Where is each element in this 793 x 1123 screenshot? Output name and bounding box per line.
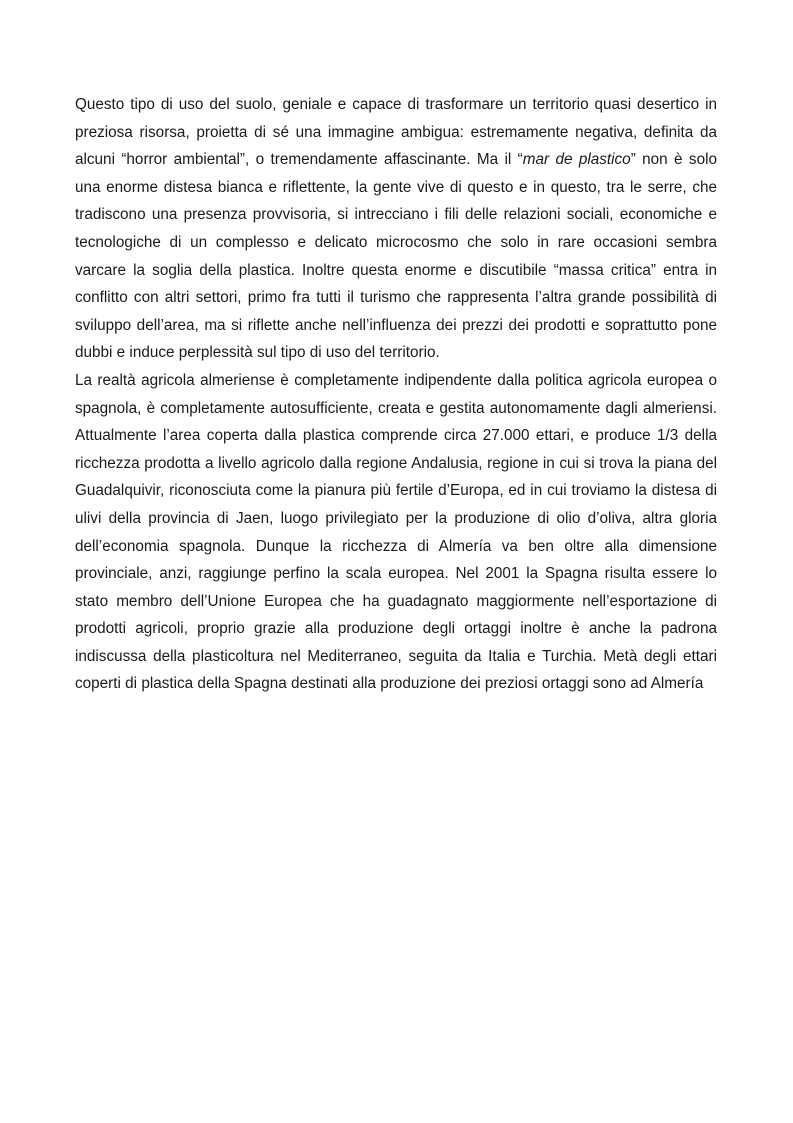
paragraph-text: ” non è solo una enorme distesa bianca e riflettente, la gente vive di questo e in questo, tra le serre, che tradiscono una presenza provvisoria, si intrecciano i fili delle relazioni sociali, economiche e tecnologiche di un complesso e delicato microcosmo che solo in rare occasioni sembra varcare la soglia della plastica. Inoltre questa enorme e discutibile “massa critica” entra in conflitto con altri settori, primo fra tutti il turismo che rappresenta l’altra grande possibilità di sviluppo dell’area, ma si riflette anche nell’influenza dei prezzi dei prodotti e soprattutto pone dubbi e induce perplessità sul tipo di uso del territorio. [75, 151, 717, 362]
paragraph: La realtà agricola almeriense è completamente indipendente dalla politica agricola europea o spagnola, è completamente autosufficiente, creata e gestita autonomamente dagli almeriensi. Attualmente l’area coperta dalla plastica comprende circa 27.000 ettari, e produce 1/3 della ricchezza prodotta a livello agricolo dalla regione Andalusia, regione in cui si trova la piana del Guadalquivir, riconosciuta come la pianura più fertile d’Europa, ed in cui troviamo la distesa di ulivi della provincia di Jaen, luogo privilegiato per la produzione di olio d’oliva, altra gloria dell’economia spagnola. Dunque la ricchezza di Almería va ben oltre alla dimensione provinciale, anzi, raggiunge perfino la scala europea. Nel 2001 la Spagna risulta essere lo stato membro dell’Unione Europea che ha guadagnato maggiormente nell’esportazione di prodotti agricoli, proprio grazie alla produzione degli ortaggi inoltre è anche la padrona indiscussa della plasticoltura nel Mediterraneo, seguita da Italia e Turchia. Metà degli ettari coperti di plastica della Spagna destinati alla produzione dei preziosi ortaggi sono ad Almería [75, 371, 717, 693]
paragraph [75, 91, 717, 367]
italic-phrase: mar de plastico [522, 151, 631, 169]
paragraph-text: Questo tipo di uso del suolo, geniale e capace di trasformare un territorio quasi desertico in preziosa risorsa, proietta di sé una immagine ambigua: estremamente negativa, definita da alcuni “horror ambiental”, o tremendamente affascinante. Ma il “ [75, 96, 717, 169]
body-text [75, 91, 717, 698]
